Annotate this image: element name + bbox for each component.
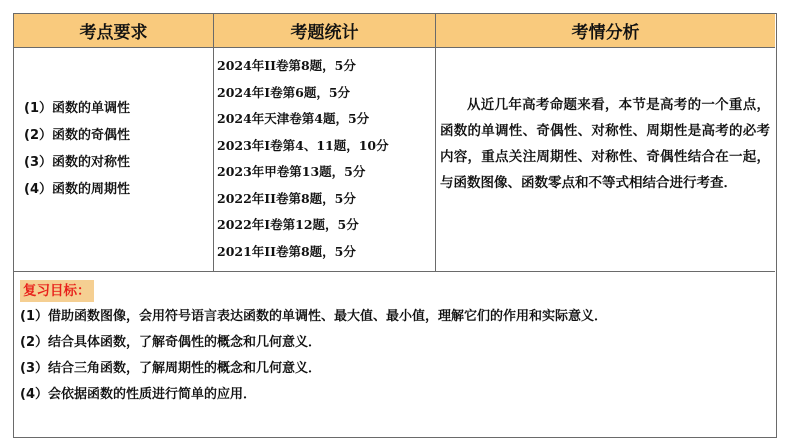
review-goal-item: (4）会依据函数的性质进行简单的应用．	[20, 387, 256, 402]
statistic-item: 2021年II卷第8题，5分	[217, 243, 356, 259]
review-goals-list	[20, 304, 607, 408]
statistic-item: 2023年I卷第4、11题，10分	[217, 137, 389, 153]
requirement-item: (1）函数的单调性	[24, 101, 130, 116]
analysis-cell	[436, 48, 775, 272]
review-goals-title: 复习目标：	[20, 280, 94, 302]
statistic-item: 2024年II卷第8题，5分	[217, 58, 356, 73]
review-goal-item: (2）结合具体函数，了解奇偶性的概念和几何意义．	[20, 335, 321, 350]
statistic-item: 2024年天津卷第4题，5分	[217, 111, 370, 126]
statistic-item: 2023年甲卷第13题，5分	[217, 164, 366, 179]
header-requirements: 考点要求	[14, 14, 214, 48]
analysis-text: 从近几年高考命题来看，本节是高考的一个重点，函数的单调性、奇偶性、对称性、周期性是高考的必考内容，重点关注周期性、对称性、奇偶性结合在一起，与函数图像、函数零点和不等式相结合进行考查．	[440, 97, 770, 191]
requirements-cell	[14, 48, 214, 272]
statistics-list	[217, 53, 389, 265]
statistics-cell	[214, 48, 436, 272]
statistic-item: 2022年I卷第12题，5分	[217, 217, 359, 232]
header-statistics: 考题统计	[214, 14, 436, 48]
review-goal-item: (1）借助函数图像，会用符号语言表达函数的单调性、最大值、最小值，理解它们的作用和实际意义．	[20, 309, 607, 324]
requirement-item: (2）函数的奇偶性	[24, 128, 130, 143]
requirement-item: (4）函数的周期性	[24, 182, 130, 197]
requirement-item: (3）函数的对称性	[24, 155, 130, 170]
header-analysis: 考情分析	[436, 14, 775, 48]
requirements-list	[24, 95, 130, 203]
statistic-item: 2022年II卷第8题，5分	[217, 190, 356, 206]
review-goals	[20, 280, 607, 408]
statistic-item: 2024年I卷第6题，5分	[217, 84, 351, 100]
review-goal-item: (3）结合三角函数，了解周期性的概念和几何意义．	[20, 361, 321, 376]
